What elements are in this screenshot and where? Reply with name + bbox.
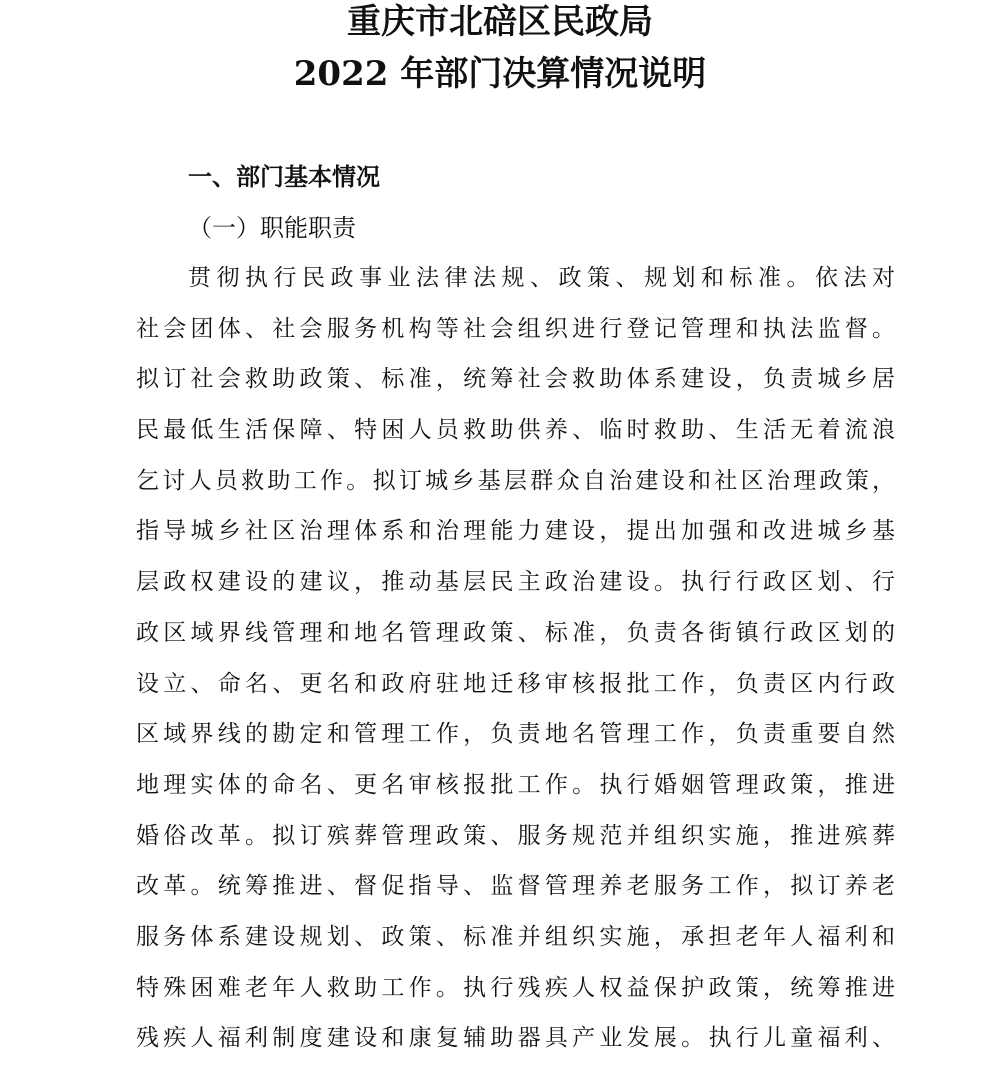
document-title-line2: 2022 年部门决算情况说明 [293,54,707,94]
paragraph-line: 民最低生活保障、特困人员救助供养、临时救助、生活无着流浪 [136,417,896,444]
paragraph-line: 残疾人福利制度建设和康复辅助器具产业发展。执行儿童福利、 [136,1025,896,1052]
paragraph-line: 服务体系建设规划、政策、标准并组织实施，承担老年人福利和 [136,923,896,950]
paragraph-line: 地理实体的命名、更名审核报批工作。执行婚姻管理政策，推进 [136,771,896,798]
paragraph-line: 乞讨人员救助工作。拟订城乡基层群众自治建设和社区治理政策， [136,467,896,494]
paragraph-line: 政区域界线管理和地名管理政策、标准，负责各街镇行政区划的 [136,619,896,646]
paragraph-line: 设立、命名、更名和政府驻地迁移审核报批工作，负责区内行政 [136,670,896,697]
paragraph-line: 区域界线的勘定和管理工作，负责地名管理工作，负责重要自然 [136,721,896,748]
document-title-line1: 重庆市北碚区民政局 [347,2,653,42]
section-heading: 一、部门基本情况 [188,163,380,191]
paragraph-line: 改革。统筹推进、督促指导、监督管理养老服务工作，拟订养老 [136,873,896,900]
subsection-heading: （一）职能职责 [188,214,356,242]
paragraph-line: 婚俗改革。拟订殡葬管理政策、服务规范并组织实施，推进殡葬 [136,822,896,849]
paragraph-line: 社会团体、社会服务机构等社会组织进行登记管理和执法监督。 [136,315,896,342]
paragraph-line: 拟订社会救助政策、标准，统筹社会救助体系建设，负责城乡居 [136,366,896,393]
body-paragraph [136,258,896,1069]
paragraph-line: 指导城乡社区治理体系和治理能力建设，提出加强和改进城乡基 [136,518,896,545]
paragraph-line: 贯彻执行民政事业法律法规、政策、规划和标准。依法对 [188,265,896,291]
paragraph-line: 层政权建设的建议，推动基层民主政治建设。执行行政区划、行 [136,569,896,596]
paragraph-line: 特殊困难老年人救助工作。执行残疾人权益保护政策，统筹推进 [136,974,896,1001]
